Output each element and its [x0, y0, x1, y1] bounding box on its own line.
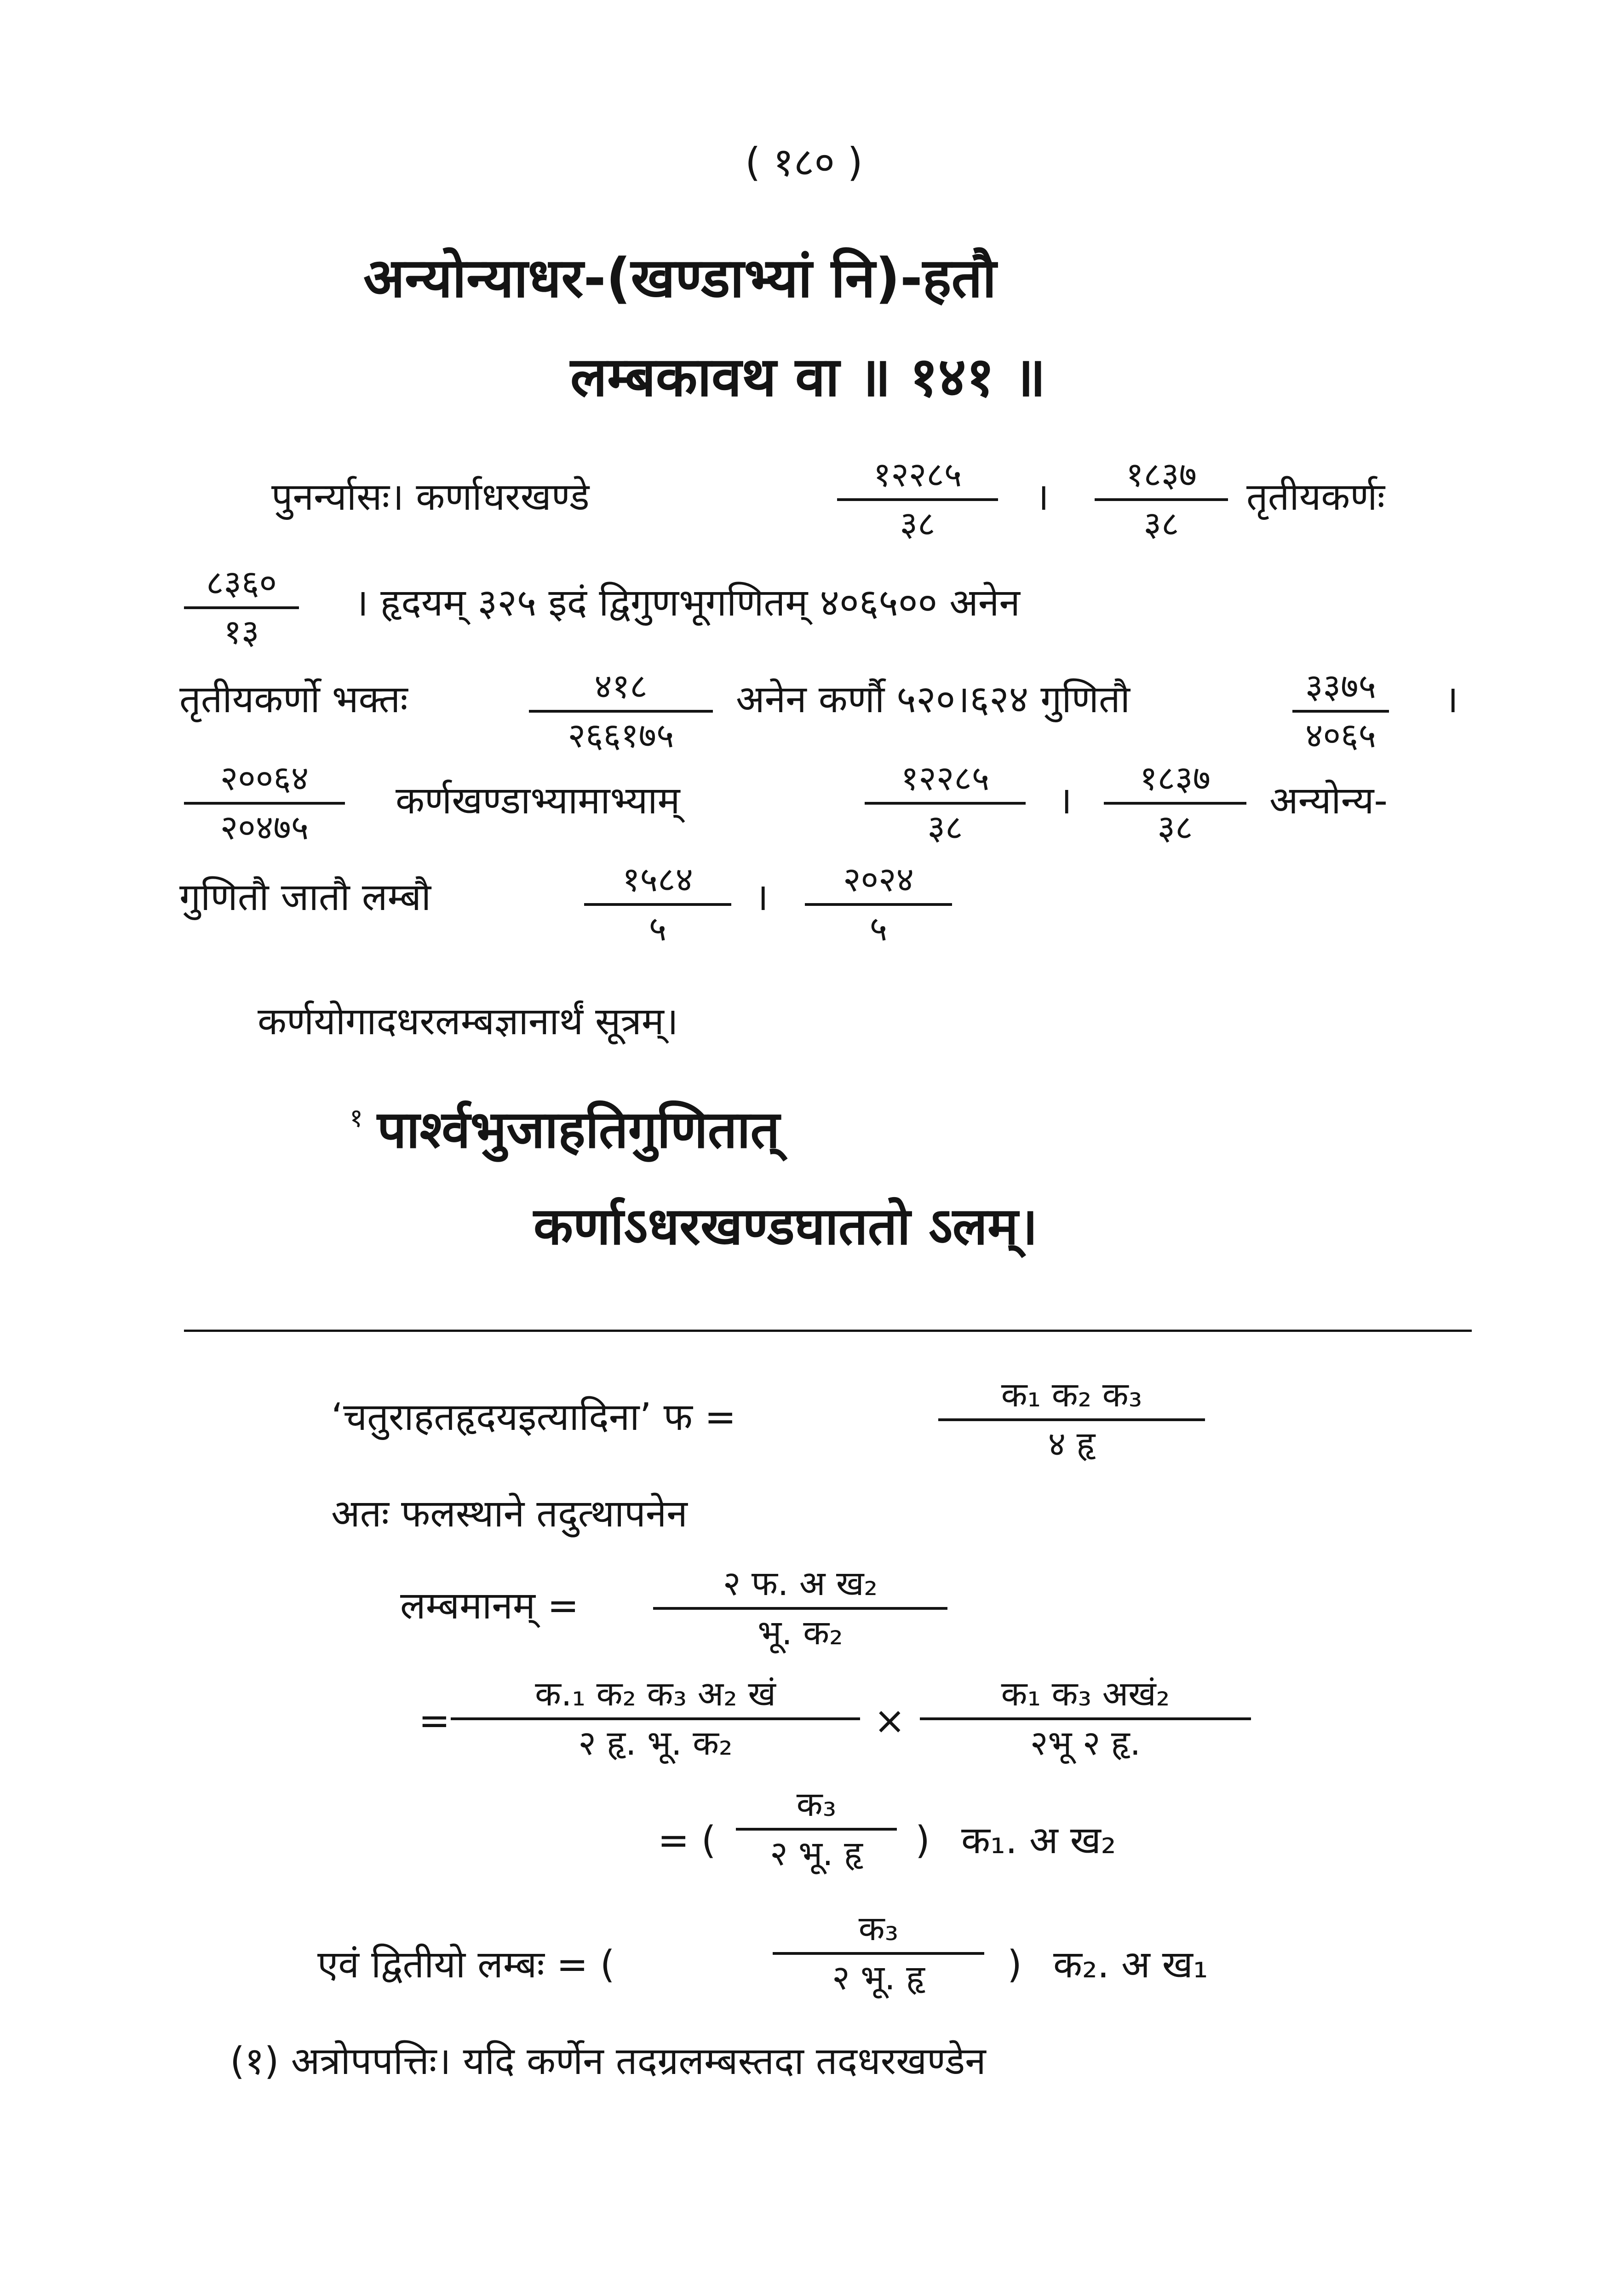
fraction-10-num: २०२४: [843, 860, 914, 899]
note-line1-text: ‘चतुराहतहृदयइत्यादिना’ फ =: [331, 1395, 736, 1439]
note-line6-text: एवं द्वितीयो लम्बः = (: [317, 1943, 615, 1987]
note-fraction-6: [773, 1909, 984, 1998]
note-line6-rest: क₂. अ ख₁: [1053, 1943, 1208, 1987]
fraction-8: [1104, 759, 1246, 847]
fraction-6-den: २०४७५: [184, 802, 345, 847]
fraction-5: [1292, 667, 1389, 755]
fraction-8-num: १८३७: [1140, 759, 1211, 798]
verse-line2: कर्णाऽधरखण्डघाततो ऽलम्।: [534, 1197, 1038, 1256]
fraction-6: [184, 759, 345, 847]
para1-line4-a: कर्णखण्डाभ्यामाभ्याम्: [396, 779, 680, 823]
fraction-10: [805, 860, 952, 949]
footnote-divider: [184, 1330, 1472, 1332]
fraction-9: [584, 860, 731, 949]
note-fraction-4-den: २भू २ हृ.: [920, 1717, 1251, 1763]
note-fraction-4: [920, 1675, 1251, 1763]
note-fraction-5-den: २ भू. हृ: [736, 1828, 897, 1873]
note-line4-times: ×: [874, 1699, 906, 1743]
note-fraction-2: [653, 1564, 947, 1653]
note-fraction-1: [938, 1376, 1205, 1464]
separator-2: ।: [1058, 779, 1073, 823]
fraction-8-den: ३८: [1104, 802, 1246, 847]
note-fraction-5: [736, 1785, 897, 1873]
sutra-intro: कर्णयोगादधरलम्बज्ञानार्थं सूत्रम्।: [258, 1000, 678, 1043]
note-line6-close: ): [1007, 1943, 1022, 1987]
fraction-1-num: १२२८५: [873, 455, 962, 495]
note-fraction-3: [451, 1675, 860, 1763]
fraction-4-den: २६६१७५: [529, 710, 713, 755]
note-fraction-5-num: क₃: [796, 1785, 837, 1824]
note-fraction-2-den: भू. क₂: [653, 1607, 947, 1653]
fraction-4: [529, 667, 713, 755]
para1-line3-a: तृतीयकर्णो भक्तः: [179, 678, 408, 721]
verse-line1: पार्श्वभुजाहतिगुणितात्: [377, 1100, 780, 1160]
line3-end-mark: ।: [1444, 678, 1459, 721]
note-fraction-6-num: क₃: [858, 1909, 899, 1948]
fraction-9-num: १५८४: [622, 860, 693, 899]
fraction-3: [184, 564, 299, 652]
note-line5-close: ): [915, 1819, 930, 1862]
note-line7-text: (१) अत्रोपपत्तिः। यदि कर्णेन तदग्रलम्बस्तदा तदधरखण्डेन: [230, 2039, 986, 2083]
note-fraction-1-num: क₁ क₂ क₃: [1001, 1375, 1142, 1415]
note-line3-text: लम्बमानम् =: [400, 1584, 579, 1628]
verse-footnote-mark: १: [350, 1103, 363, 1133]
para1-line2: । हृदयम् ३२५ इदं द्विगुणभूगणितम् ४०६५०० अनेन: [354, 581, 1020, 625]
para1-intro: पुनर्न्यासः। कर्णाधरखण्डे: [271, 475, 590, 519]
fraction-2: [1095, 455, 1228, 544]
note-line4-eq: =: [419, 1699, 450, 1743]
separator-3: ।: [754, 876, 769, 919]
verse-heading-line1: अन्योन्याधर-(खण्डाभ्यां नि)-हतौ: [363, 246, 997, 310]
note-line5-eq: = (: [658, 1819, 716, 1862]
fraction-7-den: ३८: [865, 802, 1026, 847]
fraction-6-num: २००६४: [220, 759, 309, 798]
note-fraction-4-num: क₁ क₃ अखं₂: [1001, 1674, 1170, 1714]
note-fraction-6-den: २ भू. हृ: [773, 1952, 984, 1998]
separator: ।: [1035, 475, 1050, 519]
third-diagonal-label: तृतीयकर्णः: [1246, 475, 1385, 519]
fraction-1: [837, 455, 998, 544]
fraction-3-num: ८३६०: [206, 563, 277, 603]
fraction-2-den: ३८: [1095, 498, 1228, 544]
para1-line3-b: अनेन कर्णौ ५२०।६२४ गुणितौ: [736, 678, 1130, 721]
fraction-9-den: ५: [584, 903, 731, 949]
fraction-5-den: ४०६५: [1292, 710, 1389, 755]
note-fraction-2-num: २ फ. अ ख₂: [723, 1564, 878, 1603]
para1-line4-b: अन्योन्य-: [1269, 779, 1388, 823]
note-fraction-3-num: क.₁ क₂ क₃ अ₂ खं: [535, 1674, 776, 1714]
fraction-5-num: ३३७५: [1305, 667, 1376, 706]
page-number: ( १८० ): [745, 139, 863, 185]
note-fraction-1-den: ४ हृ: [938, 1418, 1205, 1464]
para1-line5-a: गुणितौ जातौ लम्बौ: [179, 876, 431, 919]
fraction-7: [865, 759, 1026, 847]
fraction-2-num: १८३७: [1126, 455, 1197, 495]
fraction-10-den: ५: [805, 903, 952, 949]
fraction-1-den: ३८: [837, 498, 998, 544]
fraction-3-den: १३: [184, 606, 299, 652]
fraction-7-num: १२२८५: [901, 759, 990, 798]
fraction-4-num: ४१८: [594, 667, 648, 706]
note-line5-rest: क₁. अ ख₂: [961, 1819, 1116, 1862]
verse-heading-line2: लम्बकावथ वा ॥ १४१ ॥: [570, 345, 1046, 409]
note-fraction-3-den: २ हृ. भू. क₂: [451, 1717, 860, 1763]
note-line2-text: अतः फलस्थाने तदुत्थापनेन: [331, 1492, 688, 1536]
